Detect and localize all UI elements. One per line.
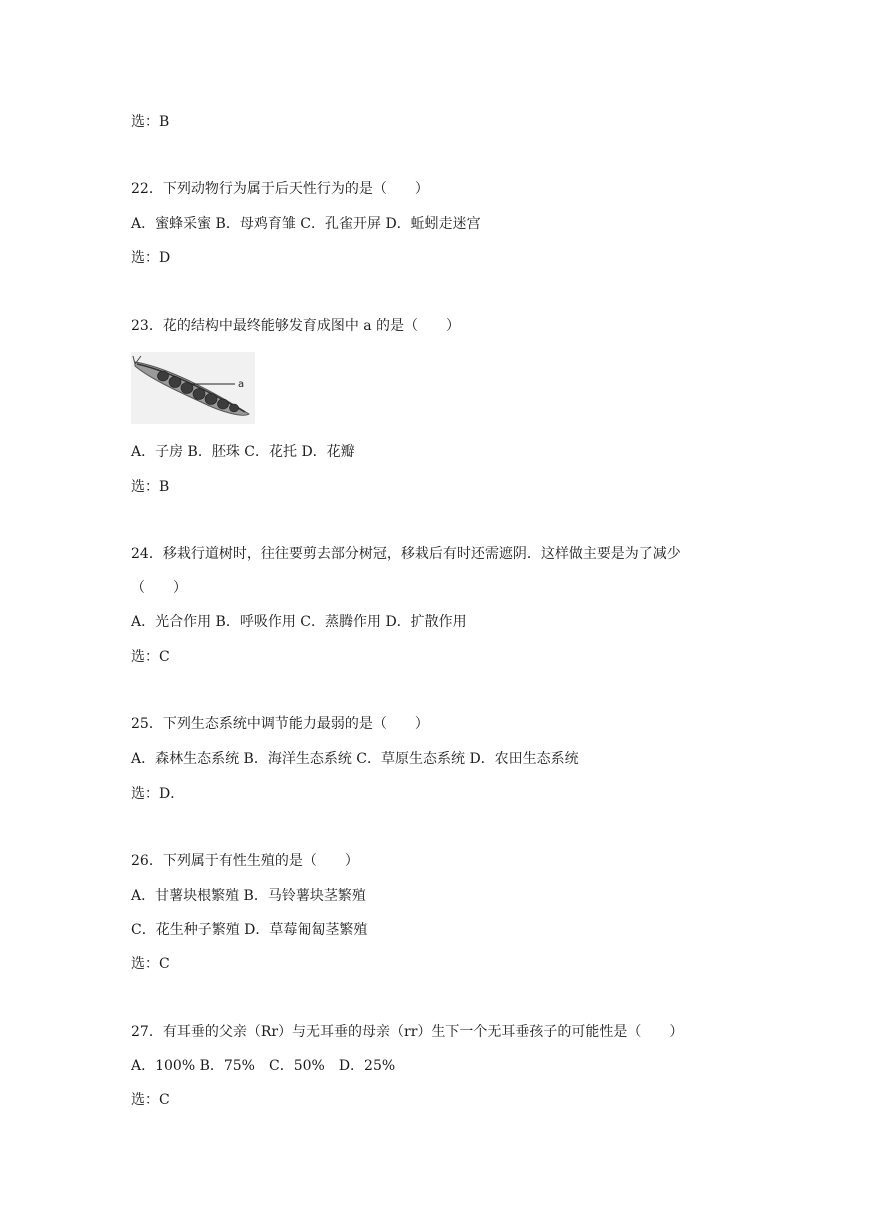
options-22: A．蜜蜂采蜜 B．母鸡育雏 C．孔雀开屏 D．蚯蚓走迷宫 [131, 216, 481, 232]
figure-label-a: a [238, 379, 245, 390]
question-24-line2: （ ） [131, 580, 187, 596]
options-23: A．子房 B．胚珠 C．花托 D．花瓣 [131, 444, 355, 460]
answer-24: 选：C [131, 649, 170, 665]
options-24: A．光合作用 B．呼吸作用 C．蒸腾作用 D．扩散作用 [131, 614, 467, 630]
question-23: 23．花的结构中最终能够发育成图中 a 的是（ ） [131, 318, 461, 334]
options-26-line1: A．甘薯块根繁殖 B．马铃薯块茎繁殖 [131, 888, 366, 904]
question-26: 26．下列属于有性生殖的是（ ） [131, 853, 359, 869]
answer-21: 选：B [131, 114, 170, 130]
question-22: 22．下列动物行为属于后天性行为的是（ ） [131, 181, 429, 197]
pea-pod-image [131, 352, 255, 424]
pea-pod-figure [131, 352, 255, 424]
question-24-line1: 24．移栽行道树时，往往要剪去部分树冠，移栽后有时还需遮阴．这样做主要是为了减少 [131, 546, 681, 562]
answer-25: 选：D． [131, 786, 185, 802]
question-25: 25．下列生态系统中调节能力最弱的是（ ） [131, 716, 429, 732]
answer-26: 选：C [131, 956, 170, 972]
question-27: 27．有耳垂的父亲（Rr）与无耳垂的母亲（rr）生下一个无耳垂孩子的可能性是（ ） [131, 1024, 684, 1040]
answer-23: 选：B [131, 479, 170, 495]
answer-27: 选：C [131, 1092, 170, 1108]
options-25: A．森林生态系统 B．海洋生态系统 C．草原生态系统 D．农田生态系统 [131, 751, 579, 767]
options-27: A．100% B．75% C．50% D．25% [131, 1058, 396, 1074]
answer-22: 选：D [131, 250, 171, 266]
options-26-line2: C．花生种子繁殖 D．草莓匍匐茎繁殖 [131, 922, 368, 938]
